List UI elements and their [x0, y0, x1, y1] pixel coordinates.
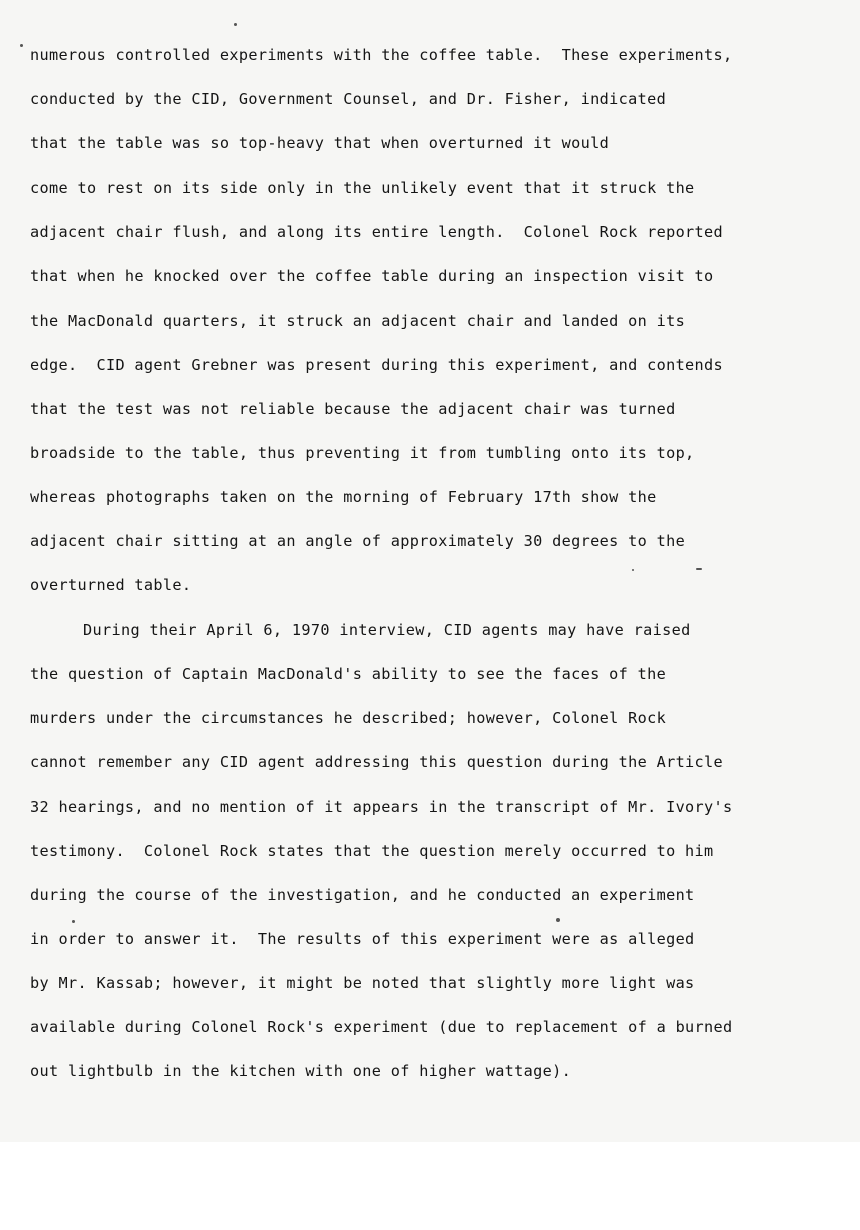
text-line: murders under the circumstances he described; however, Colonel Rock	[30, 709, 667, 727]
page-bottom-margin	[0, 1142, 860, 1230]
text-line: edge. CID agent Grebner was present during this experiment, and contends	[30, 356, 724, 374]
text-line: by Mr. Kassab; however, it might be noted that slightly more light was	[30, 974, 695, 992]
scan-speck	[234, 23, 237, 26]
text-line: conducted by the CID, Government Counsel, and Dr. Fisher, indicated	[30, 90, 667, 108]
text-line: available during Colonel Rock's experiment (due to replacement of a burned	[30, 1018, 733, 1036]
text-line: the question of Captain MacDonald's ability to see the faces of the	[30, 665, 667, 683]
text-line: cannot remember any CID agent addressing this question during the Article	[30, 753, 724, 771]
scan-speck	[696, 568, 702, 570]
text-line: overturned table.	[30, 576, 192, 594]
scan-speck	[20, 44, 23, 47]
text-line: come to rest on its side only in the unlikely event that it struck the	[30, 179, 695, 197]
text-line: whereas photographs taken on the morning of February 17th show the	[30, 488, 657, 506]
text-line: adjacent chair flush, and along its entire length. Colonel Rock reported	[30, 223, 724, 241]
text-line: in order to answer it. The results of this experiment were as alleged	[30, 930, 695, 948]
scan-speck	[72, 920, 75, 923]
scan-speck	[632, 569, 634, 571]
text-line: that the table was so top-heavy that when overturned it would	[30, 134, 610, 152]
text-line: that the test was not reliable because the adjacent chair was turned	[30, 400, 676, 418]
text-line: adjacent chair sitting at an angle of approximately 30 degrees to the	[30, 532, 686, 550]
text-line: During their April 6, 1970 interview, CID agents may have raised	[83, 621, 691, 639]
text-line: that when he knocked over the coffee table during an inspection visit to	[30, 267, 714, 285]
text-line: numerous controlled experiments with the coffee table. These experiments,	[30, 46, 733, 64]
text-line: the MacDonald quarters, it struck an adjacent chair and landed on its	[30, 312, 686, 330]
text-line: 32 hearings, and no mention of it appears in the transcript of Mr. Ivory's	[30, 798, 733, 816]
text-line: during the course of the investigation, and he conducted an experiment	[30, 886, 695, 904]
text-line: broadside to the table, thus preventing it from tumbling onto its top,	[30, 444, 695, 462]
text-line: out lightbulb in the kitchen with one of higher wattage).	[30, 1062, 572, 1080]
scan-speck	[556, 918, 560, 922]
text-line: testimony. Colonel Rock states that the question merely occurred to him	[30, 842, 714, 860]
